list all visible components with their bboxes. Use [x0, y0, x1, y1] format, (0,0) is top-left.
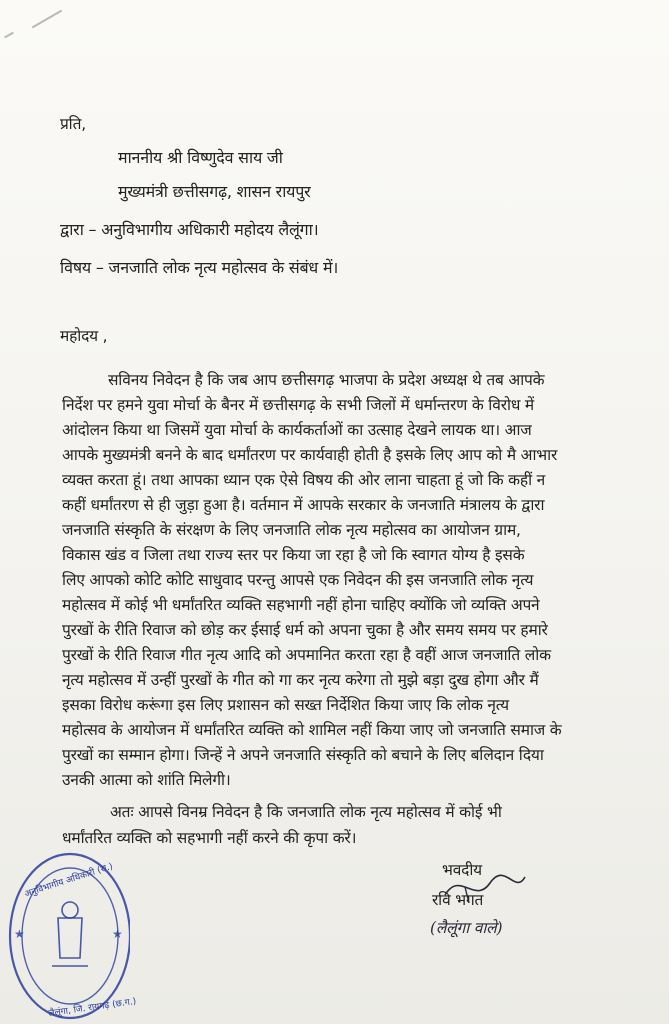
closing-line: धर्मांतरित व्यक्ति को सहभागी नहीं करने की कृपा करें।	[62, 829, 357, 847]
body-line: विकास खंड व जिला तथा राज्य स्तर पर किया जा रहा है जो कि स्वागत योग्य है इसके	[62, 546, 525, 564]
subject-line: विषय – जनजाति लोक नृत्य महोत्सव के संबंध में।	[60, 258, 339, 277]
body-line: निर्देश पर हमने युवा मोर्चा के बैनर में छत्तीसगढ़ के सभी जिलों में धर्मान्तरण के विरोध में	[62, 396, 534, 414]
body-line: सविनय निवेदन है कि जब आप छत्तीसगढ़ भाजपा के प्रदेश अध्यक्ष थे तब आपके	[108, 371, 545, 389]
stamp-bottom-text: लैलूंगा, जि. रायगढ़ (छ.ग.)	[47, 996, 137, 1020]
body-line: उनकी आत्मा को शांति मिलेगी।	[62, 771, 231, 789]
greeting: महोदय ,	[60, 327, 108, 345]
recipient-name: माननीय श्री विष्णुदेव साय जी	[118, 148, 283, 167]
body-line: इसका विरोध करूंगा इस लिए प्रशासन को सख्त निर्देशित किया जाए कि लोक नृत्य	[62, 696, 509, 714]
body-line: जनजाति संस्कृति के संरक्षण के लिए जनजाति लोक नृत्य महोत्सव का आयोजन ग्राम,	[62, 521, 521, 539]
body-line: महोत्सव के आयोजन में धर्मांतरित व्यक्ति को शामिल नहीं किया जाए जो जनजाति समाज के	[62, 721, 562, 739]
body-line: महोत्सव में कोई भी धर्मांतरित व्यक्ति सहभागी नहीं होना चाहिए क्योंकि जो व्यक्ति अपने	[62, 596, 540, 614]
body-line: कहीं धर्मांतरण से ही जुड़ा हुआ है। वर्तमान में आपके सरकार के जनजाति मंत्रालय के द्वारा	[62, 496, 545, 514]
paper-mark	[32, 10, 62, 29]
body-line: पुरखों के रीति रिवाज गीत नृत्य आदि को अपमानित करता रहा है वहीं आज जनजाति लोक	[62, 646, 551, 664]
body-line: पुरखों के रीति रिवाज को छोड़ कर ईसाई धर्म को अपना चुका है और समय समय पर हमारे	[62, 621, 548, 639]
through-line: द्वारा – अनुविभागीय अधिकारी महोदय लैलूंगा।	[60, 220, 319, 239]
svg-text:★: ★	[112, 927, 123, 941]
body-line: नृत्य महोत्सव में उन्हीं पुरखों के गीत को गा कर नृत्य करेगा तो मुझे बड़ा दुख होगा और मैं	[62, 671, 539, 689]
signature-scribble	[405, 865, 565, 935]
body-line: व्यक्त करता हूं। तथा आपका ध्यान एक ऐसे विषय की ओर लाना चाहता हूं जो कि कहीं न	[62, 471, 546, 489]
valediction: भवदीय	[442, 861, 482, 879]
recipient-designation: मुख्यमंत्री छत्तीसगढ़, शासन रायपुर	[118, 182, 311, 201]
salutation-to: प्रति,	[60, 115, 86, 133]
svg-text:★: ★	[14, 927, 25, 941]
stamp-top-text: अनुविभागीय अधिकारी (रा.)	[23, 861, 115, 900]
body-line: आपके मुख्यमंत्री बनने के बाद धर्मांतरण पर कार्यवाही होती है इसके लिए आप को मै आभार	[62, 446, 558, 464]
closing-line: अतः आपसे विनम्र निवेदन है कि जनजाति लोक नृत्य महोत्सव में कोई भी	[110, 803, 502, 821]
sender-name: रवि भगत	[432, 891, 484, 909]
paper-mark	[4, 32, 14, 39]
body-line: पुरखों का सम्मान होगा। जिन्हें ने अपने जनजाति संस्कृति को बचाने के लिए बलिदान दिया	[62, 746, 544, 764]
signature-text: (लैलूंगा वाले)	[430, 919, 503, 937]
body-line: आंदोलन किया था जिसमें युवा मोर्चा के कार्यकर्ताओं का उत्साह देखने लायक था। आज	[62, 421, 532, 439]
body-line: लिए आपको कोटि कोटि साधुवाद परन्तु आपसे एक निवेदन की इस जनजाति लोक नृत्य	[62, 571, 534, 589]
